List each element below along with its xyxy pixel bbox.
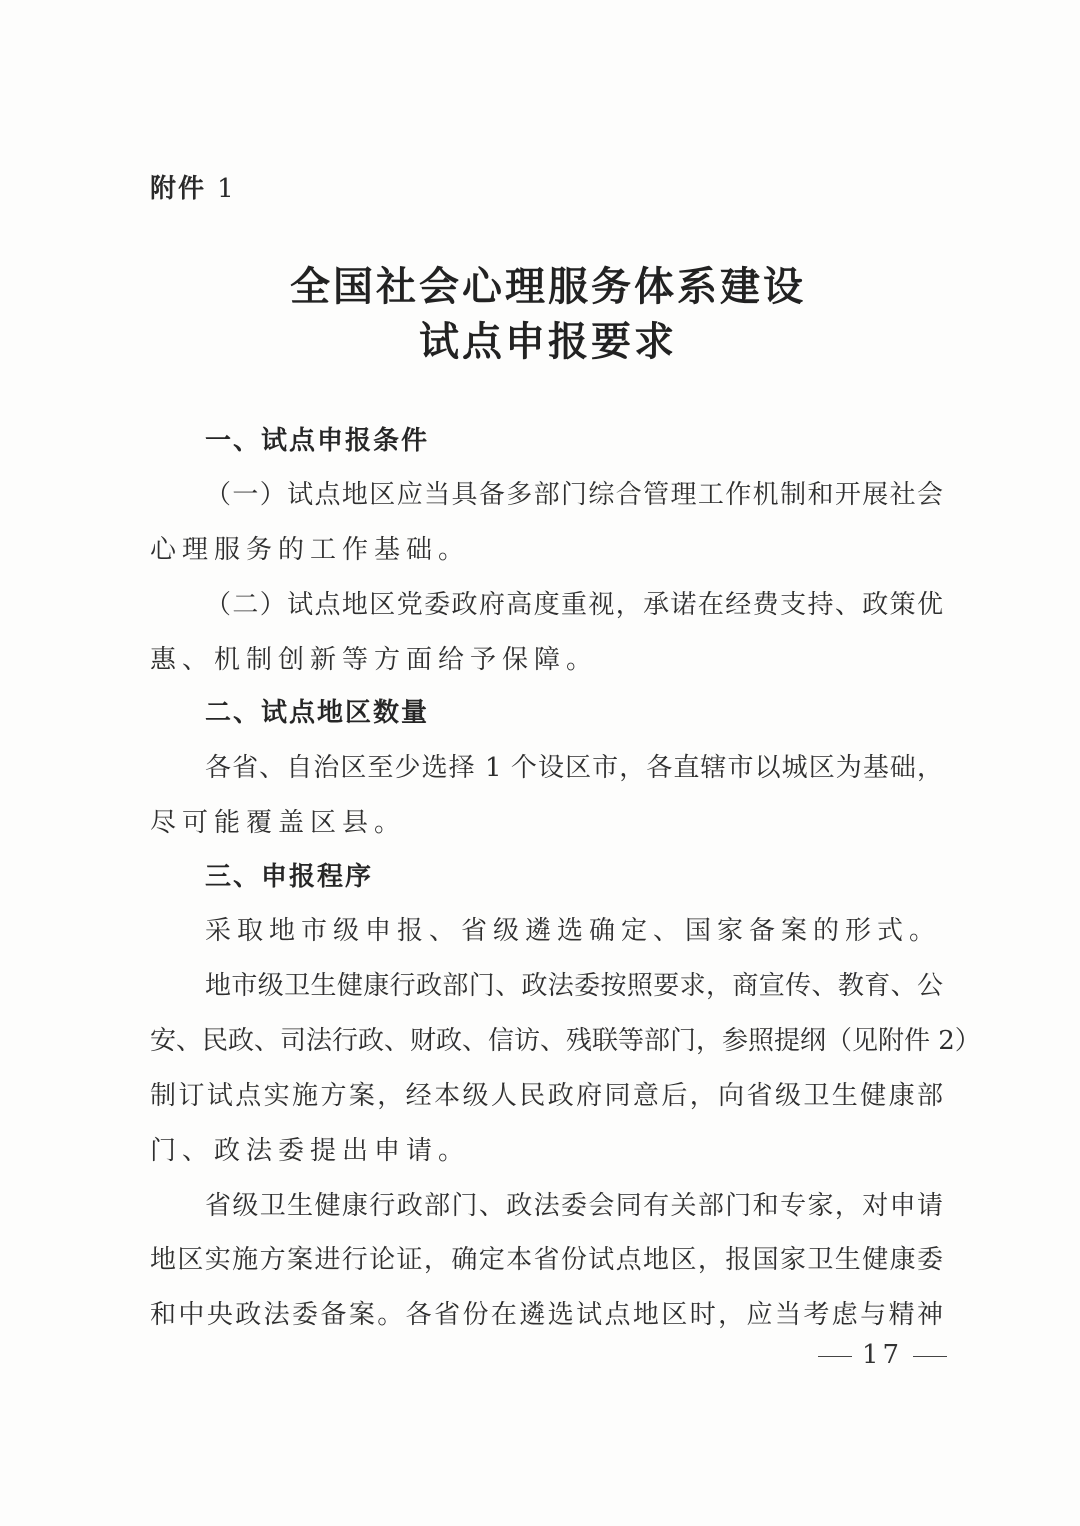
- paragraph-line: 和中央政法委备案。各省份在遴选试点地区时，应当考虑与精神: [150, 1300, 943, 1330]
- paragraph-line: 安、民政、司法行政、财政、信访、残联等部门，参照提纲（见附件 2）: [150, 1026, 981, 1056]
- page-number-dash-left: [818, 1356, 852, 1357]
- attachment-number: 1: [217, 174, 236, 204]
- paragraph-line: 地区实施方案进行论证，确定本省份试点地区，报国家卫生健康委: [150, 1245, 943, 1275]
- paragraph-line: 门、政法委提出申请。: [150, 1136, 471, 1166]
- page-number-value: 17: [862, 1340, 904, 1370]
- paragraph-line: 制订试点实施方案，经本级人民政府同意后，向省级卫生健康部: [150, 1081, 943, 1111]
- page-number-dash-right: [913, 1356, 947, 1357]
- paragraph-line: 尽可能覆盖区县。: [150, 808, 407, 838]
- paragraph-line: 各省、自治区至少选择 1 个设区市，各直辖市以城区为基础，: [205, 753, 943, 783]
- paragraph-line: 惠、机制创新等方面给予保障。: [150, 645, 599, 675]
- paragraph-line: 心理服务的工作基础。: [150, 535, 471, 565]
- section-1-heading: 一、试点申报条件: [205, 426, 430, 456]
- document-title-line-1: 全国社会心理服务体系建设: [290, 263, 806, 310]
- section-2-heading: 二、试点地区数量: [205, 698, 430, 728]
- paragraph-line: （二）试点地区党委政府高度重视，承诺在经费支持、政策优: [205, 590, 943, 620]
- page-number: [808, 1340, 957, 1370]
- section-3-heading: 三、申报程序: [205, 862, 374, 892]
- paragraph-line: 采取地市级申报、省级遴选确定、国家备案的形式。: [205, 916, 942, 946]
- paragraph-line: 地市级卫生健康行政部门、政法委按照要求，商宣传、教育、公: [205, 971, 943, 1001]
- attachment-label: [150, 168, 236, 205]
- attachment-label-text: 附件: [150, 174, 207, 204]
- paragraph-line: （一）试点地区应当具备多部门综合管理工作机制和开展社会: [205, 480, 943, 510]
- paragraph-line: 省级卫生健康行政部门、政法委会同有关部门和专家，对申请: [205, 1191, 943, 1221]
- document-title-line-2: 试点申报要求: [419, 318, 677, 365]
